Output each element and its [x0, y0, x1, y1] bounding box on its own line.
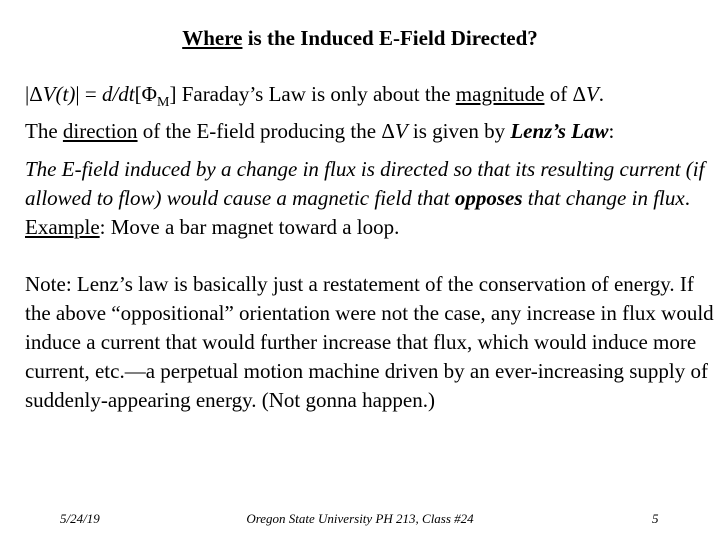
lenz-law-term: Lenz’s Law [510, 119, 609, 144]
period: . [598, 82, 605, 106]
abs-open: | [25, 82, 30, 106]
faraday-text-of: of [544, 82, 573, 106]
note-paragraph: Note: Lenz’s law is basically just a restatement of the conservation of energy. If the above “oppositional” orientation were not the case, any increase in flux would induce a current that would further increase that flux, which would induce more current, etc.—a perpetual motion machine driven by an ever-increasing supply of suddenly-appearing energy. (Not gonna happen.) [25, 272, 714, 412]
lenz-statement-text: The E-field induced by a change in flux is directed so that its resulting current (if allowed to flow) would cause a magnetic field that [25, 157, 705, 210]
footer-date: 5/24/19 [60, 511, 100, 526]
voltage-symbol: V [585, 82, 599, 106]
magnitude-word: magnitude [455, 82, 545, 106]
delta-symbol: Δ [381, 119, 395, 144]
bracket-close: ] [169, 82, 177, 106]
phi-subscript: M [156, 95, 170, 111]
opposes-word: opposes [454, 186, 523, 210]
title-rest: is the Induced E-Field Directed? [242, 26, 538, 50]
example-label: Example [25, 215, 100, 239]
direction-lead: The [25, 119, 63, 144]
faraday-paragraph [25, 80, 715, 146]
voltage-symbol: V [394, 119, 408, 144]
sentence-break: . [684, 186, 690, 210]
direction-text: of the E-field producing the [137, 119, 382, 144]
delta-symbol: Δ [572, 82, 586, 106]
lenz-statement-paragraph [25, 155, 715, 242]
faraday-text: Faraday’s Law is only about the [176, 82, 456, 106]
slide-title [0, 26, 720, 51]
colon: : [608, 119, 615, 144]
time-derivative: d/dt [101, 82, 135, 106]
bracket-open: [ [134, 82, 142, 106]
delta-symbol: Δ [29, 82, 43, 106]
direction-text-given: is given by [407, 119, 511, 144]
footer-page-number: 5 [652, 511, 659, 526]
abs-close: | [75, 82, 80, 106]
equals-sign: = [79, 82, 102, 106]
footer-course: Oregon State University PH 213, Class #24 [246, 511, 474, 526]
voltage-function: V(t) [42, 82, 76, 106]
lenz-statement-end: that change in flux [522, 186, 685, 210]
title-underlined-word: Where [182, 26, 243, 50]
example-text: : Move a bar magnet toward a loop. [99, 215, 400, 239]
direction-word: direction [62, 119, 138, 144]
phi-symbol: Φ [141, 82, 157, 106]
